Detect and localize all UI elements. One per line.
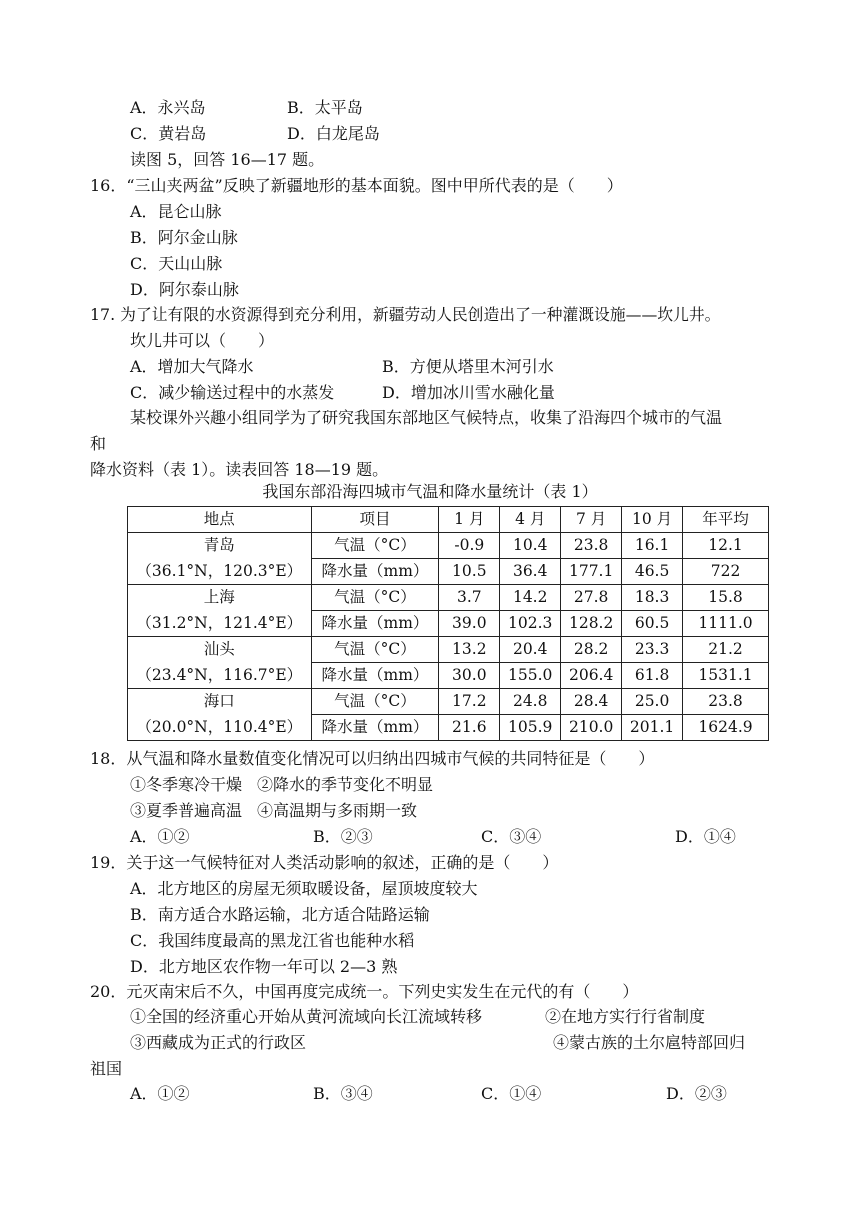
temperature-value-cell: -0.9	[439, 533, 500, 559]
temperature-label-cell: 气温（°C）	[311, 689, 439, 715]
q19-option-d: D．北方地区农作物一年可以 2—3 熟	[130, 957, 398, 976]
q18-option-d: D．①④	[675, 827, 736, 846]
q15-option-c: C．黄岩岛	[130, 124, 207, 143]
q20-item-3: ③西藏成为正式的行政区	[130, 1033, 307, 1052]
precipitation-label-cell: 降水量（mm）	[311, 611, 439, 637]
precipitation-value-cell: 210.0	[561, 715, 622, 741]
q15-option-d: D．白龙尾岛	[287, 124, 380, 143]
temperature-value-cell: 21.2	[683, 637, 769, 663]
temperature-value-cell: 20.4	[500, 637, 561, 663]
table-row	[128, 663, 769, 689]
precipitation-value-cell: 155.0	[500, 663, 561, 689]
temperature-value-cell: 12.1	[683, 533, 769, 559]
instruction-16-17: 读图 5，回答 16—17 题。	[130, 150, 325, 169]
precipitation-value-cell: 201.1	[622, 715, 683, 741]
q19-option-b: B．南方适合水路运输，北方适合陆路运输	[130, 905, 430, 924]
q17-stem: 17. 为了让有限的水资源得到充分利用，新疆劳动人民创造出了一种灌溉设施——坎儿井。	[90, 305, 721, 324]
temperature-value-cell: 24.8	[500, 689, 561, 715]
q16-stem: 16．“三山夹两盆”反映了新疆地形的基本面貌。图中甲所代表的是（ ）	[90, 176, 623, 195]
temperature-value-cell: 25.0	[622, 689, 683, 715]
q16-option-c: C．天山山脉	[130, 254, 223, 273]
q20-option-c: C．①④	[481, 1084, 542, 1103]
q18-item-2: ②降水的季节变化不明显	[257, 775, 434, 794]
q18-option-b: B．②③	[313, 827, 373, 846]
precipitation-value-cell: 1111.0	[683, 611, 769, 637]
header-cell: 地点	[128, 507, 312, 533]
q20-item-4: ④蒙古族的土尔扈特部回归	[553, 1033, 746, 1052]
temperature-value-cell: 13.2	[439, 637, 500, 663]
city-name-cell: 上海	[128, 585, 312, 611]
city-coord-cell: （20.0°N，110.4°E）	[128, 715, 312, 741]
header-cell: 10 月	[622, 507, 683, 533]
q15-option-b: B．太平岛	[287, 98, 363, 117]
precipitation-value-cell: 177.1	[561, 559, 622, 585]
table-row	[128, 637, 769, 663]
q17-stem-cont: 坎儿井可以（ ）	[130, 331, 275, 350]
city-coord-cell: （23.4°N，116.7°E）	[128, 663, 312, 689]
q20-item-1: ①全国的经济重心开始从黄河流域向长江流域转移	[130, 1007, 483, 1026]
intro-line-1: 某校课外兴趣小组同学为了研究我国东部地区气候特点，收集了沿海四个城市的气温	[130, 408, 723, 427]
table-row	[128, 533, 769, 559]
precipitation-label-cell: 降水量（mm）	[311, 663, 439, 689]
precipitation-label-cell: 降水量（mm）	[311, 715, 439, 741]
temperature-value-cell: 28.2	[561, 637, 622, 663]
city-name-cell: 海口	[128, 689, 312, 715]
temperature-label-cell: 气温（°C）	[311, 585, 439, 611]
q19-stem: 19．关于这一气候特征对人类活动影响的叙述，正确的是（ ）	[90, 853, 559, 872]
temperature-value-cell: 16.1	[622, 533, 683, 559]
intro-line-2: 和	[90, 434, 107, 453]
q18-item-1: ①冬季寒冷干燥	[130, 775, 243, 794]
table-row	[128, 689, 769, 715]
precipitation-value-cell: 21.6	[439, 715, 500, 741]
precipitation-value-cell: 30.0	[439, 663, 500, 689]
q17-option-c: C．减少输送过程中的水蒸发	[130, 383, 335, 402]
table-row	[128, 585, 769, 611]
q20-item-2: ②在地方实行行省制度	[545, 1007, 706, 1026]
q18-item-4: ④高温期与多雨期一致	[257, 801, 418, 820]
temperature-value-cell: 28.4	[561, 689, 622, 715]
temperature-label-cell: 气温（°C）	[311, 637, 439, 663]
intro-line-3: 降水资料（表 1）。读表回答 18—19 题。	[90, 460, 389, 479]
temperature-value-cell: 3.7	[439, 585, 500, 611]
temperature-value-cell: 17.2	[439, 689, 500, 715]
q16-option-a: A．昆仑山脉	[130, 202, 222, 221]
climate-table	[127, 506, 769, 741]
city-coord-cell: （36.1°N，120.3°E）	[128, 559, 312, 585]
precipitation-value-cell: 1531.1	[683, 663, 769, 689]
precipitation-value-cell: 722	[683, 559, 769, 585]
precipitation-value-cell: 1624.9	[683, 715, 769, 741]
table-row	[128, 559, 769, 585]
temperature-value-cell: 23.3	[622, 637, 683, 663]
q17-option-b: B．方便从塔里木河引水	[382, 357, 554, 376]
header-cell: 1 月	[439, 507, 500, 533]
precipitation-value-cell: 39.0	[439, 611, 500, 637]
precipitation-value-cell: 128.2	[561, 611, 622, 637]
table-header-row	[128, 507, 769, 533]
q20-item-4-wrap: 祖国	[90, 1059, 123, 1078]
table-caption: 我国东部沿海四城市气温和降水量统计（表 1）	[262, 482, 598, 501]
q20-option-d: D．②③	[666, 1084, 727, 1103]
temperature-value-cell: 10.4	[500, 533, 561, 559]
header-cell: 年平均	[683, 507, 769, 533]
q17-option-a: A．增加大气降水	[130, 357, 254, 376]
q15-option-a: A．永兴岛	[130, 98, 206, 117]
q20-option-b: B．③④	[313, 1084, 373, 1103]
city-name-cell: 汕头	[128, 637, 312, 663]
q20-stem: 20．元灭南宋后不久，中国再度完成统一。下列史实发生在元代的有（ ）	[90, 982, 639, 1001]
table-row	[128, 715, 769, 741]
city-coord-cell: （31.2°N，121.4°E）	[128, 611, 312, 637]
q18-stem: 18．从气温和降水量数值变化情况可以归纳出四城市气候的共同特征是（ ）	[90, 749, 655, 768]
q17-option-d: D．增加冰川雪水融化量	[382, 383, 555, 402]
precipitation-value-cell: 36.4	[500, 559, 561, 585]
precipitation-value-cell: 60.5	[622, 611, 683, 637]
precipitation-value-cell: 102.3	[500, 611, 561, 637]
precipitation-value-cell: 61.8	[622, 663, 683, 689]
precipitation-value-cell: 46.5	[622, 559, 683, 585]
q16-option-b: B．阿尔金山脉	[130, 228, 238, 247]
precipitation-value-cell: 105.9	[500, 715, 561, 741]
q18-item-3: ③夏季普遍高温	[130, 801, 243, 820]
header-cell: 项目	[311, 507, 439, 533]
precipitation-value-cell: 10.5	[439, 559, 500, 585]
temperature-label-cell: 气温（°C）	[311, 533, 439, 559]
temperature-value-cell: 15.8	[683, 585, 769, 611]
q18-option-c: C．③④	[481, 827, 542, 846]
q19-option-a: A．北方地区的房屋无须取暖设备，屋顶坡度较大	[130, 879, 478, 898]
precipitation-label-cell: 降水量（mm）	[311, 559, 439, 585]
city-name-cell: 青岛	[128, 533, 312, 559]
table-row	[128, 611, 769, 637]
q16-option-d: D．阿尔泰山脉	[130, 280, 239, 299]
temperature-value-cell: 14.2	[500, 585, 561, 611]
header-cell: 4 月	[500, 507, 561, 533]
precipitation-value-cell: 206.4	[561, 663, 622, 689]
temperature-value-cell: 23.8	[561, 533, 622, 559]
q18-option-a: A．①②	[130, 827, 190, 846]
temperature-value-cell: 18.3	[622, 585, 683, 611]
q20-option-a: A．①②	[130, 1084, 190, 1103]
header-cell: 7 月	[561, 507, 622, 533]
q19-option-c: C．我国纬度最高的黑龙江省也能种水稻	[130, 931, 415, 950]
temperature-value-cell: 23.8	[683, 689, 769, 715]
temperature-value-cell: 27.8	[561, 585, 622, 611]
